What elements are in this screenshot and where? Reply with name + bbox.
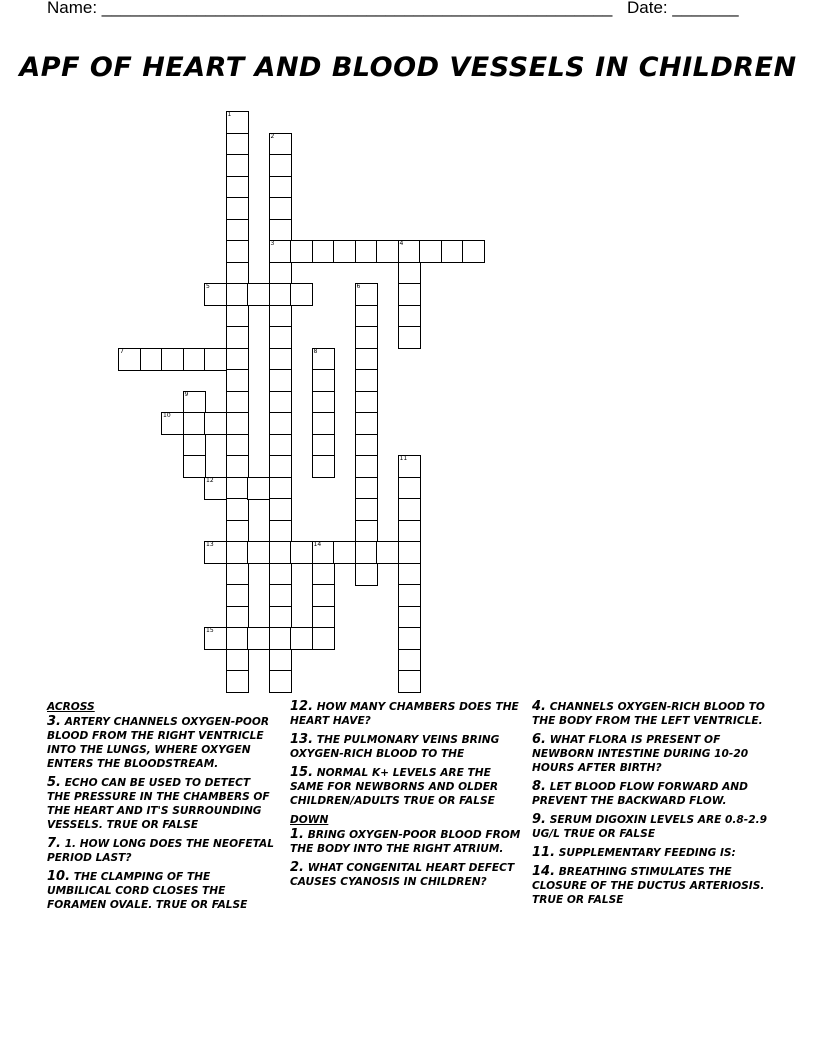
crossword-cell[interactable] bbox=[398, 670, 421, 693]
crossword-cell[interactable] bbox=[204, 283, 227, 306]
crossword-cell[interactable] bbox=[269, 240, 292, 263]
crossword-cell[interactable] bbox=[226, 133, 249, 156]
clues-column-3 bbox=[532, 700, 770, 912]
crossword-cell[interactable] bbox=[226, 391, 249, 414]
clue-number: 4 bbox=[399, 240, 404, 247]
date-field-label: Date: _______ bbox=[627, 0, 739, 17]
crossword-cell[interactable] bbox=[290, 240, 313, 263]
crossword-cell[interactable] bbox=[290, 283, 313, 306]
crossword-cell[interactable] bbox=[398, 240, 421, 263]
down-heading: DOWN bbox=[290, 814, 329, 826]
clue-number: 14 bbox=[313, 541, 322, 548]
crossword-cell[interactable] bbox=[462, 240, 485, 263]
crossword-cell[interactable] bbox=[355, 369, 378, 392]
clue-across-13: 13. THE PULMONARY VEINS BRING OXYGEN-RICH BLOOD TO THE bbox=[290, 732, 500, 760]
crossword-cell[interactable] bbox=[355, 477, 378, 500]
crossword-cell[interactable] bbox=[269, 627, 292, 650]
clue-number: 10 bbox=[163, 412, 171, 419]
clue-down-2: 2. WHAT CONGENITAL HEART DEFECT CAUSES CYANOSIS IN CHILDREN? bbox=[290, 860, 515, 888]
clue-across-15: 15. NORMAL K+ LEVELS ARE THE SAME FOR NEWBORNS AND OLDER CHILDREN/ADULTS TRUE OR FALSE bbox=[290, 765, 499, 807]
crossword-cell[interactable] bbox=[398, 455, 421, 478]
crossword-cell[interactable] bbox=[140, 348, 163, 371]
crossword-cell[interactable] bbox=[269, 477, 292, 500]
clues-column-1 bbox=[47, 700, 275, 917]
crossword-cell[interactable] bbox=[269, 541, 292, 564]
crossword-cell[interactable] bbox=[226, 197, 249, 220]
clue-down-14: 14. BREATHING STIMULATES THE CLOSURE OF THE DUCTUS ARTERIOSIS. TRUE OR FALSE bbox=[532, 864, 765, 906]
crossword-cell[interactable] bbox=[226, 219, 249, 242]
crossword-cell[interactable] bbox=[312, 606, 335, 629]
crossword-cell[interactable] bbox=[398, 326, 421, 349]
crossword-cell[interactable] bbox=[355, 520, 378, 543]
crossword-cell[interactable] bbox=[269, 455, 292, 478]
crossword-cell[interactable] bbox=[226, 670, 249, 693]
clue-number: 3 bbox=[270, 240, 275, 247]
crossword-cell[interactable] bbox=[226, 477, 249, 500]
clue-number: 13 bbox=[206, 541, 214, 548]
crossword-cell[interactable] bbox=[312, 240, 335, 263]
crossword-cell[interactable] bbox=[398, 477, 421, 500]
crossword-cell[interactable] bbox=[204, 477, 227, 500]
crossword-cell[interactable] bbox=[204, 412, 227, 435]
crossword-cell[interactable] bbox=[398, 305, 421, 328]
crossword-cell[interactable] bbox=[355, 455, 378, 478]
crossword-cell[interactable] bbox=[269, 520, 292, 543]
crossword-cell[interactable] bbox=[355, 563, 378, 586]
crossword-cell[interactable] bbox=[312, 391, 335, 414]
clue-number: 9 bbox=[184, 390, 189, 398]
clue-down-9: 9. SERUM DIGOXIN LEVELS ARE 0.8-2.9 UG/L TRUE OR FALSE bbox=[532, 812, 767, 840]
clues-column-2 bbox=[290, 700, 522, 894]
crossword-cell[interactable] bbox=[419, 240, 442, 263]
crossword-cell[interactable] bbox=[398, 498, 421, 521]
crossword-cell[interactable] bbox=[355, 391, 378, 414]
crossword-cell[interactable] bbox=[269, 176, 292, 199]
crossword-cell[interactable] bbox=[355, 326, 378, 349]
crossword-cell[interactable] bbox=[226, 305, 249, 328]
clue-number: 8 bbox=[313, 347, 318, 355]
crossword-cell[interactable] bbox=[161, 348, 184, 371]
crossword-cell[interactable] bbox=[355, 348, 378, 371]
crossword-cell[interactable] bbox=[269, 584, 292, 607]
crossword-cell[interactable] bbox=[226, 606, 249, 629]
crossword-cell[interactable] bbox=[312, 455, 335, 478]
crossword-cell[interactable] bbox=[441, 240, 464, 263]
crossword-cell[interactable] bbox=[226, 348, 249, 371]
crossword-cell[interactable] bbox=[398, 520, 421, 543]
crossword-cell[interactable] bbox=[226, 283, 249, 306]
crossword-cell[interactable] bbox=[226, 154, 249, 177]
crossword-cell[interactable] bbox=[269, 154, 292, 177]
crossword-cell[interactable] bbox=[398, 606, 421, 629]
crossword-cell[interactable] bbox=[269, 391, 292, 414]
crossword-cell[interactable] bbox=[269, 498, 292, 521]
crossword-cell[interactable] bbox=[355, 283, 378, 306]
clue-down-4: 4. CHANNELS OXYGEN-RICH BLOOD TO THE BODY FROM THE LEFT VENTRICLE. bbox=[532, 699, 765, 727]
name-field-label: Name: ______________________________________________________ bbox=[47, 0, 613, 17]
crossword-cell[interactable] bbox=[269, 326, 292, 349]
clue-number: 2 bbox=[270, 132, 275, 140]
crossword-cell[interactable] bbox=[398, 584, 421, 607]
crossword-cell[interactable] bbox=[269, 670, 292, 693]
crossword-cell[interactable] bbox=[269, 412, 292, 435]
puzzle-title: APF OF HEART AND BLOOD VESSELS IN CHILDREN bbox=[19, 52, 797, 83]
clue-number: 1 bbox=[227, 111, 232, 118]
crossword-cell[interactable] bbox=[398, 541, 421, 564]
clue-across-10: 10. THE CLAMPING OF THE UMBILICAL CORD CLOSES THE FORAMEN OVALE. TRUE OR FALSE bbox=[47, 869, 248, 911]
crossword-cell[interactable] bbox=[183, 412, 206, 435]
clue-number: 7 bbox=[120, 347, 124, 355]
crossword-cell[interactable] bbox=[247, 283, 270, 306]
crossword-cell[interactable] bbox=[226, 627, 249, 650]
clue-down-8: 8. LET BLOOD FLOW FORWARD AND PREVENT THE BACKWARD FLOW. bbox=[532, 779, 748, 807]
crossword-cell[interactable] bbox=[226, 262, 249, 285]
crossword-cell[interactable] bbox=[118, 348, 141, 371]
crossword-cell[interactable] bbox=[269, 197, 292, 220]
crossword-cell[interactable] bbox=[398, 262, 421, 285]
crossword-cell[interactable] bbox=[269, 606, 292, 629]
crossword-cell[interactable] bbox=[269, 262, 292, 285]
crossword-cell[interactable] bbox=[355, 412, 378, 435]
crossword-cell[interactable] bbox=[269, 563, 292, 586]
crossword-cell[interactable] bbox=[269, 133, 292, 156]
crossword-cell[interactable] bbox=[398, 283, 421, 306]
crossword-cell[interactable] bbox=[269, 348, 292, 371]
clue-down-11: 11. SUPPLEMENTARY FEEDING IS: bbox=[532, 845, 736, 860]
crossword-cell[interactable] bbox=[226, 434, 249, 457]
crossword-cell[interactable] bbox=[355, 305, 378, 328]
crossword-cell[interactable] bbox=[183, 455, 206, 478]
crossword-cell[interactable] bbox=[226, 176, 249, 199]
crossword-cell[interactable] bbox=[247, 477, 270, 500]
crossword-cell[interactable] bbox=[226, 455, 249, 478]
crossword-cell[interactable] bbox=[269, 305, 292, 328]
crossword-cell[interactable] bbox=[333, 240, 356, 263]
clue-down-6: 6. WHAT FLORA IS PRESENT OF NEWBORN INTESTINE DURING 10-20 HOURS AFTER BIRTH? bbox=[532, 732, 749, 774]
crossword-cell[interactable] bbox=[398, 649, 421, 672]
crossword-cell[interactable] bbox=[226, 498, 249, 521]
crossword-cell[interactable] bbox=[226, 111, 249, 134]
crossword-cell[interactable] bbox=[269, 369, 292, 392]
crossword-cell[interactable] bbox=[226, 584, 249, 607]
crossword-cell[interactable] bbox=[269, 434, 292, 457]
crossword-cell[interactable] bbox=[312, 584, 335, 607]
crossword-cell[interactable] bbox=[226, 412, 249, 435]
clue-across-12: 12. HOW MANY CHAMBERS DOES THE HEART HAVE? bbox=[290, 699, 519, 727]
crossword-cell[interactable] bbox=[183, 434, 206, 457]
crossword-cell[interactable] bbox=[355, 498, 378, 521]
crossword-cell[interactable] bbox=[376, 240, 399, 263]
crossword-cell[interactable] bbox=[355, 541, 378, 564]
clue-number: 11 bbox=[399, 455, 408, 462]
clue-number: 5 bbox=[206, 283, 210, 290]
crossword-cell[interactable] bbox=[269, 283, 292, 306]
crossword-cell[interactable] bbox=[226, 326, 249, 349]
crossword-cell[interactable] bbox=[269, 649, 292, 672]
crossword-cell[interactable] bbox=[226, 369, 249, 392]
crossword-cell[interactable] bbox=[183, 391, 206, 414]
crossword-cell[interactable] bbox=[161, 412, 184, 435]
crossword-cell[interactable] bbox=[290, 627, 313, 650]
crossword-cell[interactable] bbox=[183, 348, 206, 371]
clue-number: 15 bbox=[206, 627, 214, 634]
clue-number: 6 bbox=[356, 283, 361, 290]
crossword-cell[interactable] bbox=[355, 434, 378, 457]
crossword-cell[interactable] bbox=[333, 541, 356, 564]
crossword-cell[interactable] bbox=[398, 563, 421, 586]
clue-across-3: 3. ARTERY CHANNELS OXYGEN-POOR BLOOD FROM THE RIGHT VENTRICLE INTO THE LUNGS, WHERE OXYGEN ENTERS THE BLOODSTREAM. bbox=[47, 714, 270, 770]
crossword-cell[interactable] bbox=[226, 541, 249, 564]
crossword-cell[interactable] bbox=[312, 412, 335, 435]
crossword-cell[interactable] bbox=[269, 219, 292, 242]
across-heading: ACROSS bbox=[47, 701, 95, 713]
crossword-cell[interactable] bbox=[312, 541, 335, 564]
clue-number: 12 bbox=[206, 476, 214, 484]
crossword-cell[interactable] bbox=[355, 240, 378, 263]
clue-across-7: 7. 1. HOW LONG DOES THE NEOFETAL PERIOD LAST? bbox=[47, 836, 274, 864]
crossword-cell[interactable] bbox=[204, 348, 227, 371]
crossword-cell[interactable] bbox=[247, 627, 270, 650]
crossword-cell[interactable] bbox=[312, 434, 335, 457]
crossword-cell[interactable] bbox=[247, 541, 270, 564]
crossword-cell[interactable] bbox=[376, 541, 399, 564]
crossword-cell[interactable] bbox=[226, 563, 249, 586]
crossword-cell[interactable] bbox=[398, 627, 421, 650]
crossword-cell[interactable] bbox=[204, 541, 227, 564]
clue-across-5: 5. ECHO CAN BE USED TO DETECT THE PRESSURE IN THE CHAMBERS OF THE HEART AND IT'S SURROUNDING VESSELS. TRUE OR FALSE bbox=[47, 775, 270, 831]
crossword-cell[interactable] bbox=[312, 348, 335, 371]
crossword-cell[interactable] bbox=[226, 240, 249, 263]
clue-down-1: 1. BRING OXYGEN-POOR BLOOD FROM THE BODY INTO THE RIGHT ATRIUM. bbox=[290, 827, 521, 855]
crossword-cell[interactable] bbox=[226, 649, 249, 672]
crossword-cell[interactable] bbox=[312, 369, 335, 392]
crossword-cell[interactable] bbox=[226, 520, 249, 543]
crossword-cell[interactable] bbox=[312, 563, 335, 586]
crossword-cell[interactable] bbox=[290, 541, 313, 564]
crossword-cell[interactable] bbox=[204, 627, 227, 650]
crossword-cell[interactable] bbox=[312, 627, 335, 650]
